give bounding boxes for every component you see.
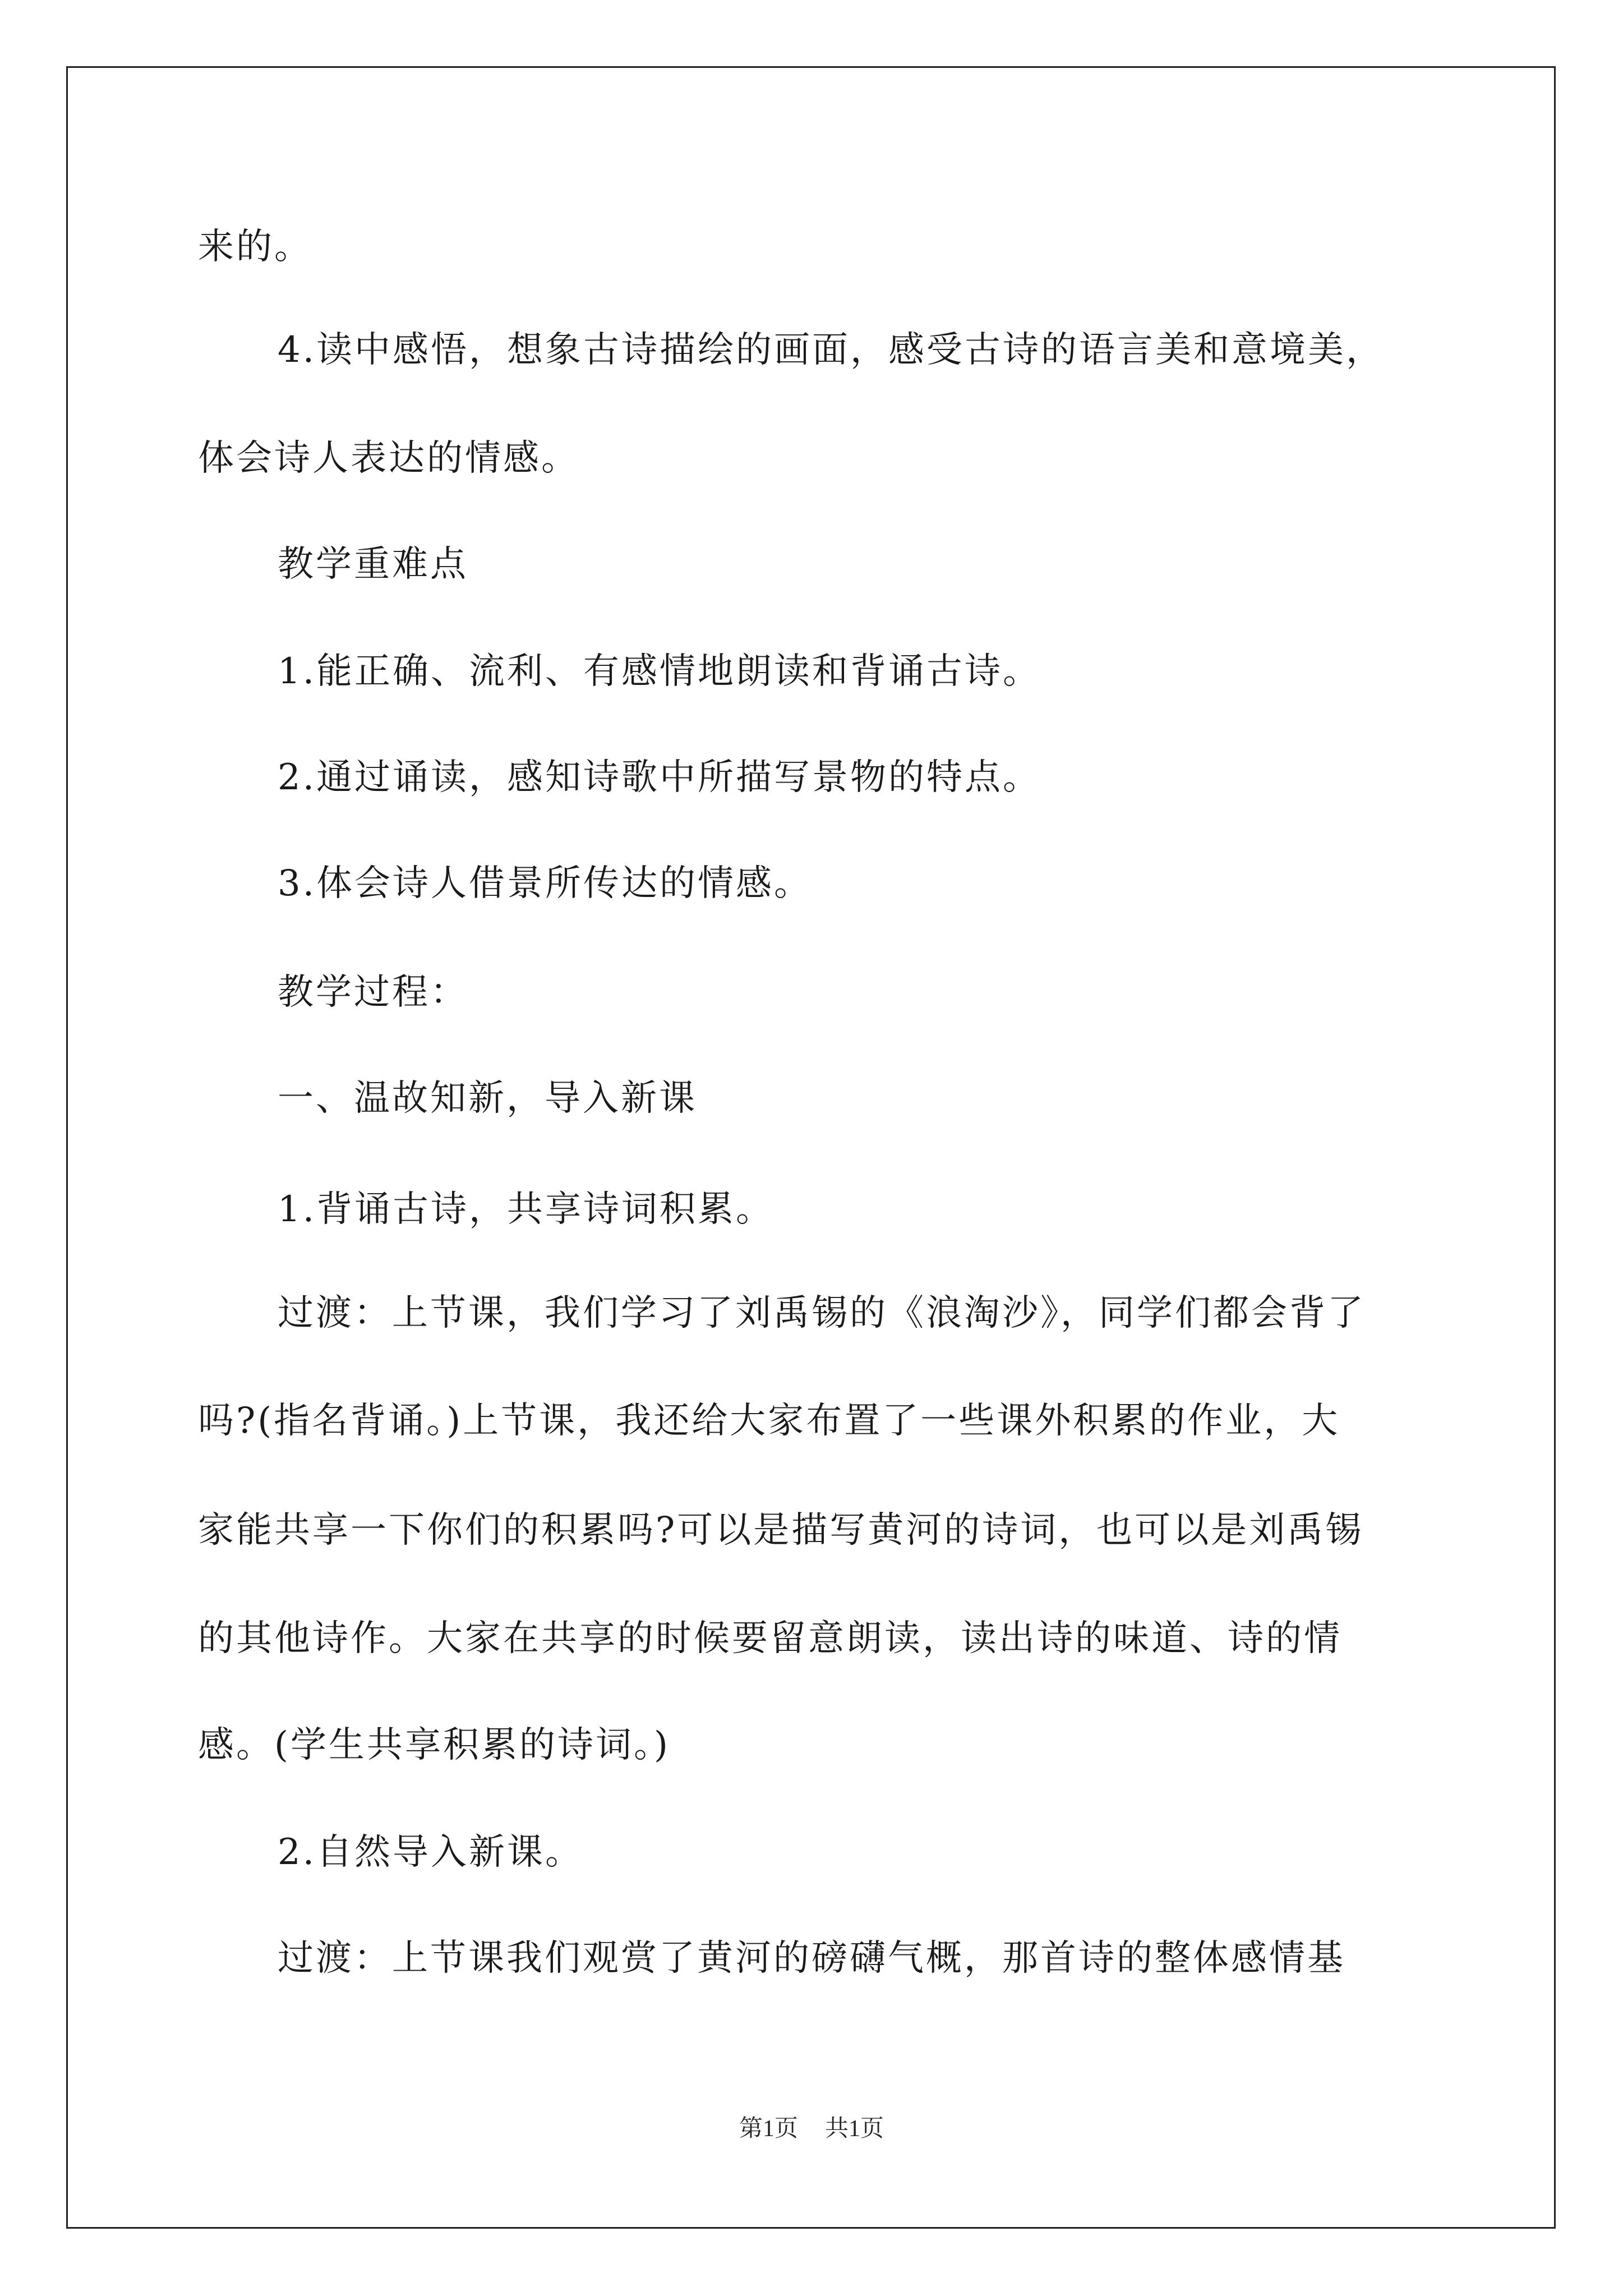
text-line: 吗?(指名背诵。)上节课，我还给大家布置了一些课外积累的作业，大 — [198, 1400, 1340, 1442]
page-border — [66, 66, 1556, 2229]
text-line: 体会诗人表达的情感。 — [198, 438, 579, 479]
text-line: 的其他诗作。大家在共享的时候要留意朗读，读出诗的味道、诗的情 — [198, 1618, 1342, 1659]
text-line: 过渡：上节课我们观赏了黄河的磅礴气概，那首诗的整体感情基 — [278, 1938, 1345, 1979]
text-line: 2.通过诵读，感知诗歌中所描写景物的特点。 — [278, 757, 1041, 798]
text-line: 2.自然导入新课。 — [278, 1832, 584, 1873]
page-number: 第1页 — [739, 2116, 798, 2142]
text-line: 来的。 — [198, 226, 312, 268]
text-line: 家能共享一下你们的积累吗?可以是描写黄河的诗词，也可以是刘禹锡 — [198, 1510, 1364, 1551]
page-total: 共1页 — [825, 2116, 884, 2142]
text-line: 4.读中感悟，想象古诗描绘的画面，感受古诗的语言美和意境美， — [278, 329, 1385, 371]
text-line: 1.能正确、流利、有感情地朗读和背诵古诗。 — [278, 651, 1041, 692]
section-heading: 一、温故知新，导入新课 — [278, 1078, 697, 1119]
text-line: 感。(学生共享积累的诗词。) — [198, 1724, 670, 1766]
text-line: 1.背诵古诗，共享诗词积累。 — [278, 1189, 774, 1230]
section-heading: 教学过程： — [278, 972, 468, 1013]
text-line: 过渡：上节课，我们学习了刘禹锡的《浪淘沙》，同学们都会背了 — [278, 1292, 1366, 1334]
section-heading: 教学重难点 — [278, 544, 468, 585]
text-line: 3.体会诗人借景所传达的情感。 — [278, 863, 813, 904]
page-footer — [0, 2115, 1623, 2143]
